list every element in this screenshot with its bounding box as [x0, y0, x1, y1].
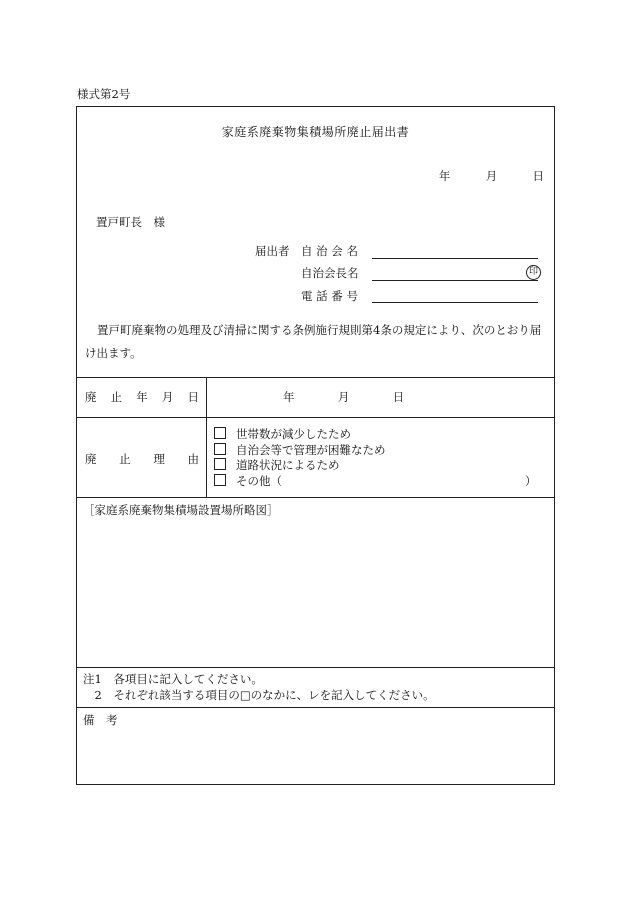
label-char: 止 [119, 452, 131, 466]
label-char: 廃 [85, 452, 97, 466]
abolition-date-label [85, 389, 199, 405]
label-char: 廃 [85, 390, 97, 404]
head-name-field[interactable] [372, 280, 538, 281]
remarks-label: 備 考 [83, 713, 118, 727]
column-divider [206, 377, 207, 497]
reason-option-label: その他（ [236, 473, 282, 488]
addressee: 置戸町長 様 [96, 215, 165, 229]
map-section-label: ［家庭系廃棄物集積場設置場所略図］ [83, 503, 279, 517]
reason-option-household-decrease[interactable] [214, 427, 351, 443]
note-2: 2 それぞれ該当する項目の□のなかに、レを記入してください。 [83, 687, 435, 702]
map-drawing-area[interactable] [78, 519, 554, 665]
abolition-month-label: 月 [337, 390, 350, 404]
divider-reason-top [77, 417, 554, 418]
reason-other-close-paren: ） [525, 473, 537, 488]
abolition-day-label: 日 [392, 390, 405, 404]
checkbox[interactable] [214, 427, 226, 439]
divider-notes-top [77, 667, 554, 668]
note-1: 注1 各項目に記入してください。 [83, 672, 263, 686]
label-char: 日 [187, 390, 199, 404]
remarks-field[interactable] [78, 729, 554, 783]
phone-field[interactable] [372, 302, 538, 303]
declaration-text: 置戸町廃棄物の処理及び清掃に関する条例施行規則第4条の規定により、次のとおり届け出ます。 [85, 323, 542, 360]
divider-map-top [77, 497, 554, 498]
label-char: 月 [161, 390, 174, 404]
divider-date-top [77, 377, 554, 378]
seal-mark: 印 [526, 265, 541, 280]
date-month-label: 月 [485, 169, 498, 183]
abolition-year-label: 年 [283, 390, 295, 404]
label-char: 年 [136, 390, 148, 404]
reason-option-label: 世帯数が減少したため [236, 427, 351, 441]
checkbox[interactable] [214, 458, 226, 470]
head-name-label: 自治会長名 [301, 266, 359, 280]
reason-option-label: 道路状況によるため [236, 458, 340, 472]
label-char: 止 [110, 390, 123, 404]
abolition-reason-label [85, 451, 199, 467]
date-day-label: 日 [532, 169, 544, 183]
reason-option-other[interactable] [214, 474, 282, 490]
divider-remarks-top [77, 707, 554, 708]
reason-option-label: 自治会等で管理が困難なため [236, 442, 386, 457]
date-year-label: 年 [438, 169, 451, 183]
form-frame [76, 106, 555, 785]
label-char: 由 [187, 452, 199, 466]
form-title: 家庭系廃棄物集積場所廃止届出書 [221, 125, 410, 139]
reason-option-road-conditions[interactable] [214, 458, 340, 474]
checkbox[interactable] [214, 474, 226, 486]
label-char: 理 [153, 452, 165, 466]
phone-label: 電 話 番 号 [301, 289, 358, 303]
association-name-label: 自 治 会 名 [301, 244, 358, 258]
association-name-field[interactable] [372, 258, 538, 259]
form-number: 様式第2号 [77, 87, 131, 101]
checkbox[interactable] [214, 443, 226, 455]
applicant-label: 届出者 [255, 244, 290, 258]
submission-date [439, 168, 544, 184]
reason-option-management-difficult[interactable] [214, 443, 386, 459]
abolition-date-field[interactable] [283, 389, 404, 405]
